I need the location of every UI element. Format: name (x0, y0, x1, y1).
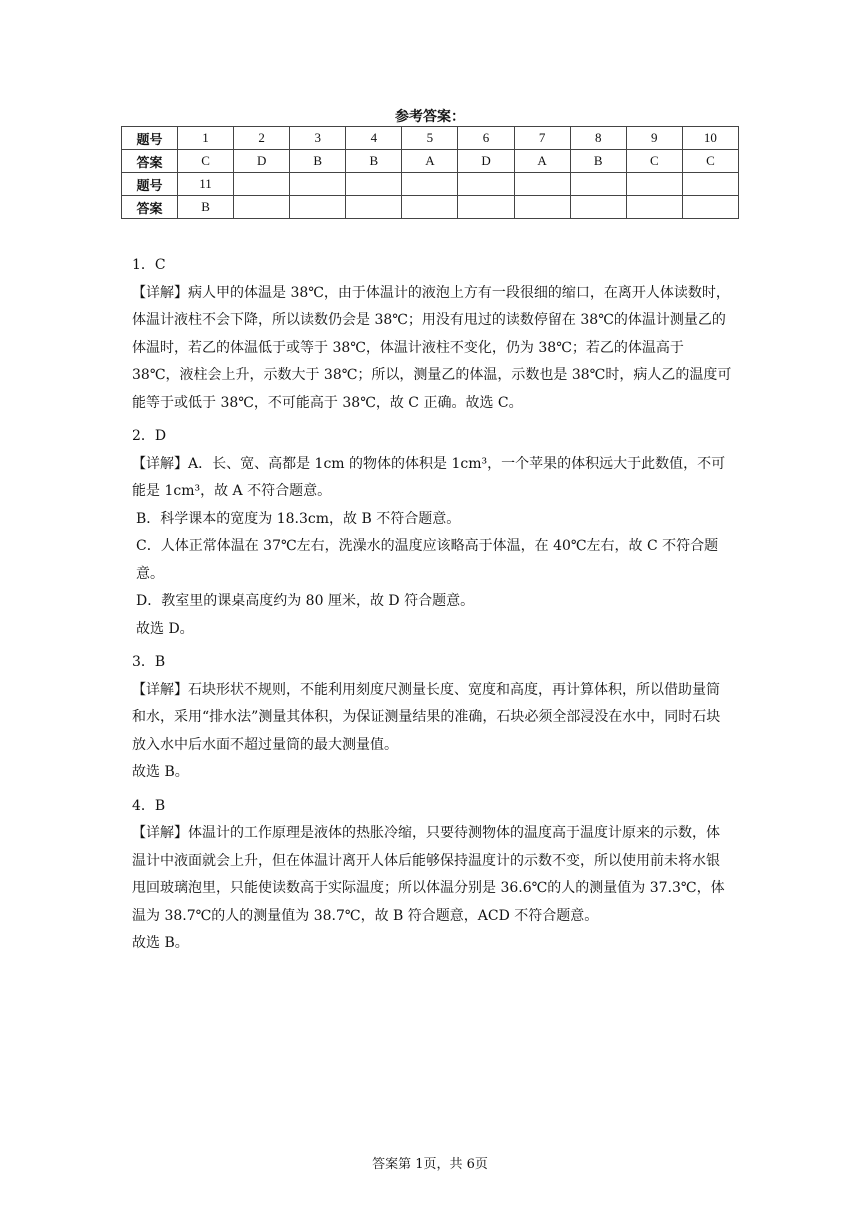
table-cell (234, 196, 290, 219)
table-cell: 9 (626, 127, 682, 150)
table-cell (458, 196, 514, 219)
question-detail: 【详解】石块形状不规则，不能利用刻度尺测量长度、宽度和高度，再计算体积，所以借助量筒和水，采用“排水法”测量其体积，为保证测量结果的准确，石块必须全部浸没在水中，同时石块放入水中后水面不超过量筒的最大测量值。 (132, 681, 721, 753)
table-cell (514, 196, 570, 219)
table-cell (570, 196, 626, 219)
table-cell: B (346, 150, 402, 173)
table-cell: 3 (290, 127, 346, 150)
table-cell: 4 (346, 127, 402, 150)
question-detail: 【详解】体温计的工作原理是液体的热胀冷缩，只要待测物体的温度高于温度计原来的示数，体温计中液面就会上升，但在体温计离开人体后能够保持温度计的示数不变，所以使用前未将水银甩回玻璃泡里，只能使读数高于实际温度；所以体温分别是 36.6℃的人的测量值为 37.3℃，体温为 38.7℃的人的测量值为 38.7℃，故 B 符合题意，ACD 不符合题意。 (132, 825, 725, 924)
table-cell (346, 173, 402, 196)
table-cell: C (626, 150, 682, 173)
table-cell: D (458, 150, 514, 173)
table-cell: A (514, 150, 570, 173)
conclusion: 故选 B。 (132, 764, 189, 780)
table-cell (514, 173, 570, 196)
table-cell: 7 (514, 127, 570, 150)
table-row-numbers-1 (122, 127, 739, 150)
table-cell: B (290, 150, 346, 173)
table-cell: D (234, 150, 290, 173)
table-cell: 1 (178, 127, 234, 150)
question-heading: 1．C (132, 257, 166, 273)
answer-key-title: 参考答案： (395, 109, 465, 125)
table-cell: 6 (458, 127, 514, 150)
table-cell (402, 173, 458, 196)
question-detail: 【详解】A．长、宽、高都是 1cm 的物体的体积是 1cm³，一个苹果的体积远大于此数值，不可能是 1cm³，故 A 不符合题意。 (132, 455, 726, 499)
table-cell (570, 173, 626, 196)
table-cell (682, 196, 738, 219)
table-cell (626, 196, 682, 219)
option-explanation: C．人体正常体温在 37℃左右，洗澡水的温度应该略高于体温，在 40℃左右，故 C 不符合题意。 (136, 538, 719, 582)
explanations (132, 252, 732, 958)
table-row-numbers-2 (122, 173, 739, 196)
table-cell (682, 173, 738, 196)
table-cell (290, 196, 346, 219)
table-cell: B (570, 150, 626, 173)
table-cell: 10 (682, 127, 738, 150)
question-heading: 3．B (132, 654, 166, 670)
table-cell (346, 196, 402, 219)
conclusion: 故选 B。 (132, 935, 189, 951)
table-cell: A (402, 150, 458, 173)
answer-table (121, 126, 739, 219)
table-row-answers-1 (122, 150, 739, 173)
table-cell (458, 173, 514, 196)
table-cell: 11 (178, 173, 234, 196)
table-cell (402, 196, 458, 219)
label-answer: 答案 (122, 150, 178, 173)
label-question-number: 题号 (122, 173, 178, 196)
conclusion: 故选 D。 (136, 620, 194, 637)
table-cell: 8 (570, 127, 626, 150)
question-detail: 【详解】病人甲的体温是 38℃，由于体温计的液泡上方有一段很细的缩口，在离开人体读数时，体温计液柱不会下降，所以读数仍会是 38℃；用没有甩过的读数停留在 38℃的体温计测量乙的体温时，若乙的体温低于或等于 38℃，体温计液柱不变化，仍为 38℃；若乙的体温高于 38℃，液柱会上升，示数大于 38℃；所以，测量乙的体温，示数也是 38℃时，病人乙的温度可能等于或低于 38℃，不可能高于 38℃，故 C 正确。故选 C。 (132, 284, 732, 411)
table-cell (290, 173, 346, 196)
page-footer: 答案第 1页，共 6页 (372, 1157, 488, 1172)
option-explanation: D．教室里的课桌高度约为 80 厘米，故 D 符合题意。 (136, 593, 475, 609)
label-answer: 答案 (122, 196, 178, 219)
label-question-number: 题号 (122, 127, 178, 150)
table-cell (626, 173, 682, 196)
table-cell: C (178, 150, 234, 173)
option-explanation: B．科学课本的宽度为 18.3cm，故 B 不符合题意。 (136, 510, 461, 527)
table-cell (234, 173, 290, 196)
table-cell: 5 (402, 127, 458, 150)
question-heading: 2．D (132, 428, 167, 444)
table-cell: B (178, 196, 234, 219)
table-row-answers-2 (122, 196, 739, 219)
question-heading: 4．B (132, 797, 166, 814)
table-cell: 2 (234, 127, 290, 150)
table-cell: C (682, 150, 738, 173)
